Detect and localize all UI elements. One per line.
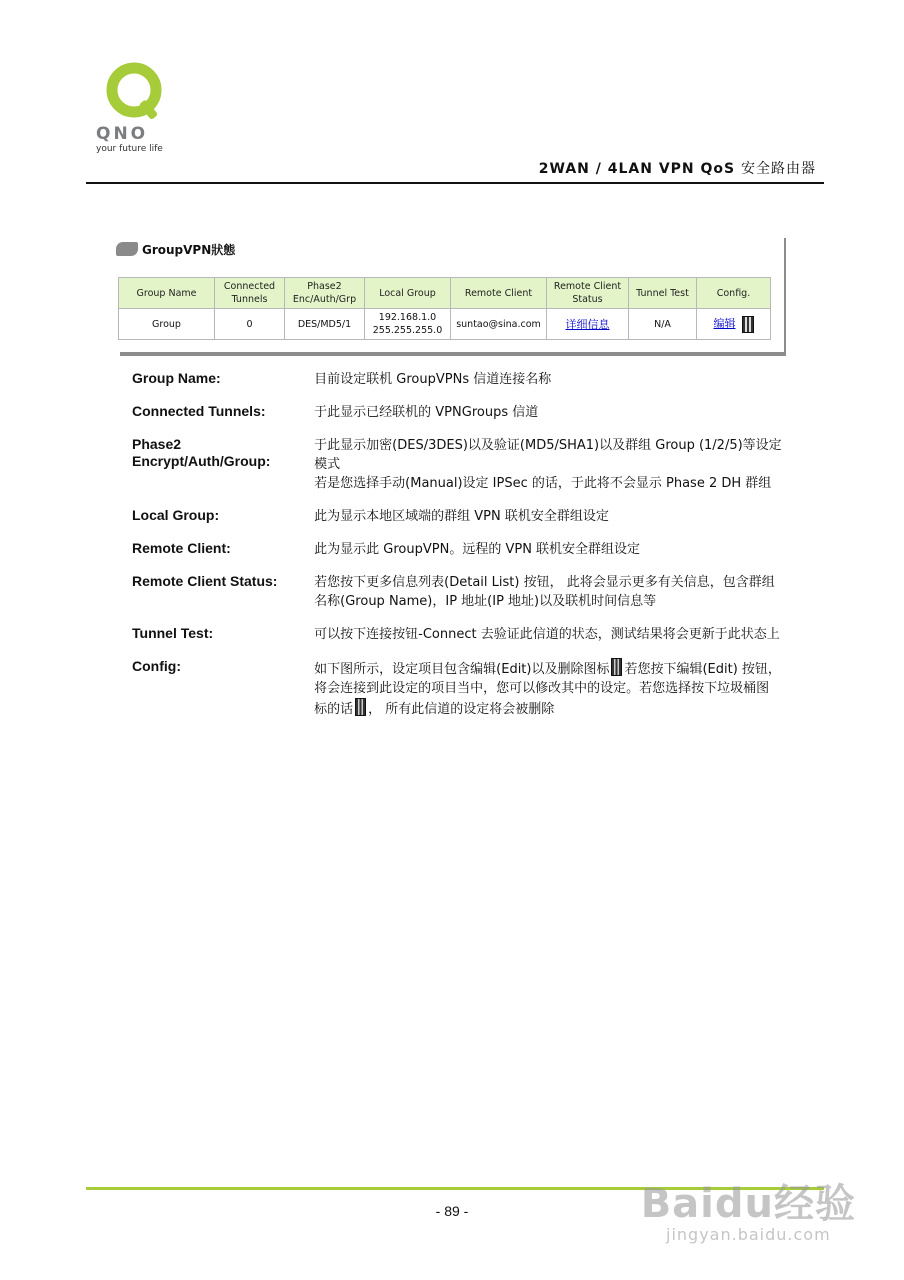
definition-remote-client (132, 540, 782, 559)
definition-term: Local Group: (132, 507, 220, 523)
config-desc-part3: ， 所有此信道的设定将会被删除 (368, 702, 555, 717)
column-header-remote-client-status: Remote Client Status (547, 278, 629, 309)
qno-logo (94, 62, 180, 156)
document-title-cn: 安全路由器 (741, 161, 816, 177)
cell-config (697, 309, 771, 340)
definition-phase2 (132, 436, 782, 493)
column-header-config: Config. (697, 278, 771, 309)
definition-connected-tunnels (132, 403, 782, 422)
local-group-mask: 255.255.255.0 (372, 325, 443, 336)
baidu-watermark (641, 1172, 856, 1244)
logo-tagline: your future life (96, 144, 163, 154)
watermark-url: jingyan.baidu.com (666, 1225, 831, 1244)
definition-term: Remote Client Status: (132, 573, 278, 589)
definition-desc (314, 658, 782, 719)
table-header-row (119, 278, 771, 309)
header-divider (86, 182, 824, 184)
column-header-connected-tunnels: Connected Tunnels (215, 278, 285, 309)
cell-connected-tunnels: 0 (215, 309, 285, 340)
definition-desc: 可以按下连接按钮-Connect 去验证此信道的状态，测试结果将会更新于此状态上 (314, 627, 780, 642)
column-header-local-group: Local Group (365, 278, 451, 309)
config-desc-part2: 若您按下编辑(Edit) 按钮， 将会连接到此设定的项目当中，您可以修改其中的设定。若您选择按下垃圾桶图标的话 (314, 662, 781, 717)
definition-term: Connected Tunnels: (132, 403, 266, 419)
cell-remote-client: suntao@sina.com (451, 309, 547, 340)
watermark-main: Baidu经验 (640, 1181, 856, 1227)
column-header-remote-client: Remote Client (451, 278, 547, 309)
definition-config (132, 658, 782, 719)
local-group-ip: 192.168.1.0 (378, 312, 437, 323)
definition-desc-line: 若是您选择手动(Manual)设定 IPSec 的话，于此将不会显示 Phase 2 DH 群组 (314, 476, 772, 491)
definition-term: Group Name: (132, 370, 221, 386)
document-title (539, 158, 816, 178)
edit-link[interactable]: 编辑 (713, 316, 736, 330)
logo-wordmark: QNO (96, 124, 149, 144)
field-definitions (132, 370, 782, 733)
trash-icon[interactable] (742, 316, 754, 333)
definition-term: Config: (132, 658, 181, 674)
panel-title (116, 238, 235, 260)
definition-local-group (132, 507, 782, 526)
definition-term: Tunnel Test: (132, 625, 214, 641)
definition-group-name (132, 370, 782, 389)
table-row (119, 309, 771, 340)
page-number: - 89 - (435, 1203, 469, 1219)
panel-title-text: GroupVPN狀態 (142, 242, 236, 257)
trash-icon (355, 698, 366, 716)
document-title-en: 2WAN / 4LAN VPN QoS (538, 161, 736, 177)
panel-bullet-icon (116, 242, 138, 256)
definition-desc: 此为显示本地区域端的群组 VPN 联机安全群组设定 (314, 509, 609, 524)
definition-desc: 于此显示已经联机的 VPNGroups 信道 (314, 405, 539, 420)
cell-phase2: DES/MD5/1 (285, 309, 365, 340)
column-header-group-name: Group Name (119, 278, 215, 309)
definition-desc: 此为显示此 GroupVPN。远程的 VPN 联机安全群组设定 (314, 542, 641, 557)
definition-tunnel-test (132, 625, 782, 644)
trash-icon (611, 658, 622, 676)
config-desc-part1: 如下图所示，设定项目包含编辑(Edit)以及删除图标 (314, 662, 610, 677)
definition-desc (314, 436, 782, 493)
definition-desc: 若您按下更多信息列表(Detail List) 按钮， 此将会显示更多有关信息，包含群组名称(Group Name)，IP 地址(IP 地址)以及联机时间信息等 (314, 575, 775, 609)
detail-info-link[interactable]: 详细信息 (547, 309, 629, 340)
definition-term: Phase2 Encrypt/Auth/Group: (132, 436, 271, 469)
groupvpn-status-table (118, 277, 771, 340)
definition-remote-client-status (132, 573, 782, 611)
column-header-tunnel-test: Tunnel Test (629, 278, 697, 309)
definition-desc-line: 于此显示加密(DES/3DES)以及验证(MD5/SHA1)以及群组 Group (1/2/5)等设定模式 (314, 438, 782, 472)
qno-q-logo-icon (106, 62, 166, 122)
cell-tunnel-test: N/A (629, 309, 697, 340)
cell-group-name: Group (119, 309, 215, 340)
definition-desc: 目前设定联机 GroupVPNs 信道连接名称 (314, 372, 552, 387)
definition-term: Remote Client: (132, 540, 231, 556)
cell-local-group (365, 309, 451, 340)
column-header-phase2: Phase2 Enc/Auth/Grp (285, 278, 365, 309)
